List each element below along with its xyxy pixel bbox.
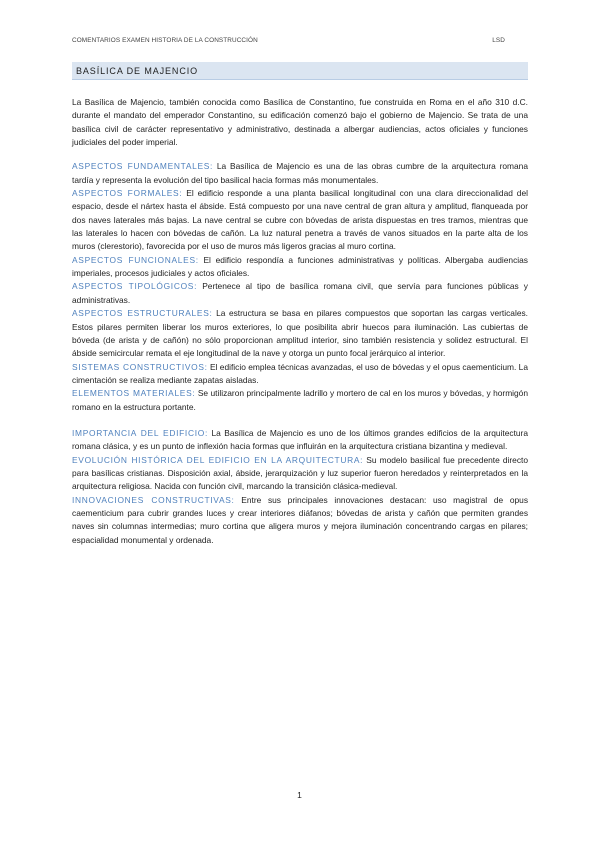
aspect-tipologicos [72,280,528,307]
aspect-text: Pertenece al tipo de basílica romana civil, que servía para funciones públicas y administrativas. [72,281,528,305]
aspect-funcionales [72,254,528,281]
intro-paragraph: La Basílica de Majencio, también conocida como Basílica de Constantino, fue construida en Roma en el año 310 d.C. durante el mandato del emperador Constantino, su edificación comenzó bajo el gobierno de Majencio. Se trata de una basílica civil de carácter representativo y administrativo, destinada a albergar audiencias, actos oficiales y funciones judiciales del poder imperial. [72,97,528,148]
aspect-formales [72,187,528,254]
evolution-paragraph [72,454,528,494]
importance-label: IMPORTANCIA DEL EDIFICIO: [72,427,208,438]
aspect-text: El edificio responde a una planta basilical longitudinal con una clara direccionalidad del espacio, desde el nártex hasta el ábside. Está compuesto por una nave central de gran altura y amplitud, flanqueada por dos naves laterales más bajas. La nave central se cubre con bóvedas de arista dispuestas en tres tramos, mientras que las laterales lo hacen con bóvedas de cañón. La luz natural penetra a través de vanos situados en la parte alta de los muros (clerestorio), favorecida por el uso de muros más ligeros gracias al muro cortina. [72,188,528,252]
aspect-label: SISTEMAS CONSTRUCTIVOS: [72,361,208,372]
aspect-materiales [72,387,528,414]
section-title: BASÍLICA DE MAJENCIO [76,66,199,76]
aspect-text: El edificio emplea técnicas avanzadas, el uso de bóvedas y el opus caementicium. La cimentación se realiza mediante zapatas aisladas. [72,361,528,385]
aspect-fundamentales [72,160,528,187]
aspect-text: La Basílica de Majencio es una de las obras cumbre de la arquitectura romana tardía y representa la evolución del tipo basilical hacia formas más monumentales. [72,161,528,185]
evolution-text: Su modelo basilical fue precedente directo para basílicas cristianas. Disposición axial, ábside, jerarquización y luz superior fueron heredados y reinterpretados en la arquitectura religiosa. Nacida con función civil, marcando la transición clásica-medieval. [72,454,529,492]
innovations-paragraph [72,494,528,547]
header-initials: LSD [492,37,505,44]
innovations-label: INNOVACIONES CONSTRUCTIVAS: [72,494,235,505]
importance-text: La Basílica de Majencio es uno de los últimos grandes edificios de la arquitectura romana clásica, y es un punto de inflexión hacia formas que influirán en la arquitectura cristiana bizantina y medieval. [72,427,529,452]
aspect-text: Se utilizaron principalmente ladrillo y mortero de cal en los muros y bóvedas, y hormigón romano en la estructura portante. [72,388,529,412]
aspect-label: ELEMENTOS MATERIALES: [72,388,196,399]
innovations-text: Entre sus principales innovaciones destacan: uso magistral de opus caementicium para cubrir grandes luces y crear interiores diáfanos; bóvedas de arista y cañón que permiten grandes naves sin columnas intermedias; muro cortina que aligera muros y mejora iluminación concentrando cargas en pilares; espacialidad monumental y ordenada. [72,494,529,545]
aspect-label: ASPECTOS TIPOLÓGICOS: [72,281,198,292]
section-title-bar [72,62,528,80]
aspect-label: ASPECTOS ESTRUCTURALES: [72,308,213,319]
evolution-label: EVOLUCIÓN HISTÓRICA DEL EDIFICIO EN LA ARQUITECTURA: [72,454,364,465]
importance-paragraph [72,427,528,454]
aspect-label: ASPECTOS FUNCIONALES: [72,254,199,265]
aspect-label: ASPECTOS FORMALES: [72,188,183,199]
header-title: COMENTARIOS EXAMEN HISTORIA DE LA CONSTRUCCIÓN [72,37,258,44]
document-body [72,96,528,547]
aspect-estructurales [72,307,528,360]
aspect-label: ASPECTOS FUNDAMENTALES: [72,161,214,172]
page-number: 1 [297,790,302,800]
page-header [72,37,527,49]
aspect-sistemas [72,361,528,388]
aspect-text: El edificio respondía a funciones administrativas y políticas. Albergaba audiencias imperiales, procesos judiciales y actos oficiales. [72,254,528,279]
aspect-text: La estructura se basa en pilares compuestos que soportan las cargas verticales. Estos pilares permiten liberar los muros exteriores, lo que posibilita abrir huecos para iluminación. Las cubiertas de bóveda (de arista y de cañón) no sólo proporcionan amplitud interior, sino también resistencia y solidez estructural. El ábside semicircular remata el eje longitudinal de la nave y otorga un punto focal jerárquico al interior. [72,308,529,359]
